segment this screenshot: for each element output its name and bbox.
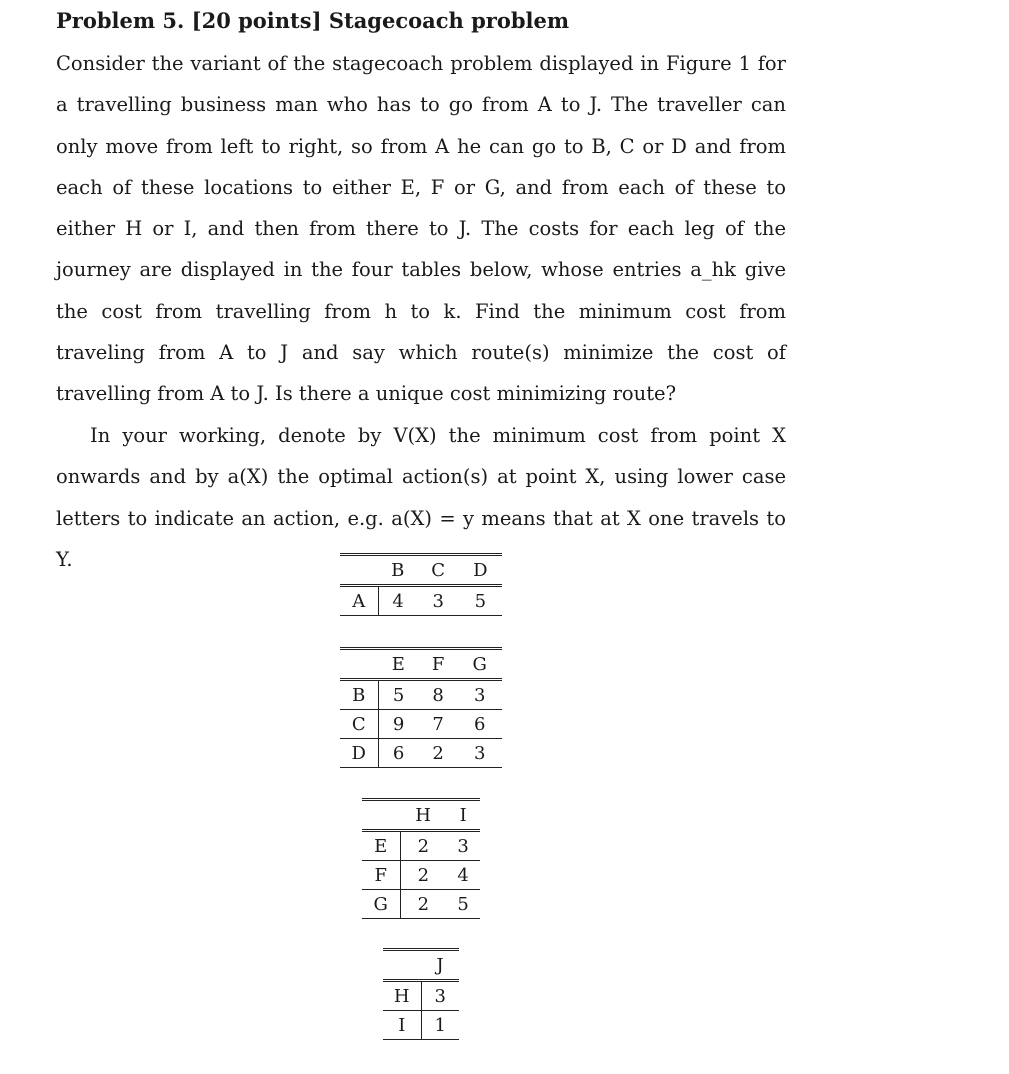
row-header: C xyxy=(340,710,378,739)
row-header: F xyxy=(362,861,400,890)
cost-cell: 4 xyxy=(446,861,480,890)
col-header: D xyxy=(459,555,502,586)
row-header: B xyxy=(340,680,378,710)
paragraph-2: In your working, denote by V(X) the minimum cost from point X onwards and by a(X) the optimal action(s) at point X, using lower case letters to indicate an action, e.g. a(X) = y means that at X one travels to Y. xyxy=(56,424,786,571)
cost-cell: 9 xyxy=(378,710,419,739)
cost-cell: 4 xyxy=(378,586,418,616)
paragraph-1: Consider the variant of the stagecoach problem displayed in Figure 1 for a travelling business man who has to go from A to J. The traveller can only move from left to right, so from A he can go to B, C or D and from each of these locations to either E, F or G, and from each of these to either H or I, and then from there to J. The costs for each leg of the journey are displayed in the four tables below, whose entries a_hk give the cost from travelling from h to k. Find the minimum cost from traveling from A to J and say which route(s) minimize the cost of travelling from A to J. Is there a unique cost minimizing route? xyxy=(56,52,786,406)
row-header: H xyxy=(383,981,421,1011)
cost-table-efg xyxy=(362,798,480,919)
col-header: J xyxy=(421,950,459,981)
col-header: C xyxy=(418,555,459,586)
col-header: B xyxy=(378,555,418,586)
cost-cell: 3 xyxy=(446,831,480,861)
col-header: I xyxy=(446,800,480,831)
cost-cell: 8 xyxy=(419,680,458,710)
col-header: F xyxy=(419,649,458,680)
cost-cell: 5 xyxy=(446,890,480,919)
col-header: H xyxy=(400,800,446,831)
cost-cell: 7 xyxy=(419,710,458,739)
cost-cell: 3 xyxy=(457,739,502,768)
row-header: A xyxy=(340,586,378,616)
problem-statement xyxy=(56,43,786,415)
cost-cell: 6 xyxy=(457,710,502,739)
cost-table-a xyxy=(340,553,502,616)
corner-cell xyxy=(340,649,378,680)
cost-table-bcd xyxy=(340,647,502,768)
cost-cell: 5 xyxy=(459,586,502,616)
corner-cell xyxy=(362,800,400,831)
corner-cell xyxy=(340,555,378,586)
cost-cell: 1 xyxy=(421,1011,459,1040)
corner-cell xyxy=(383,950,421,981)
cost-cell: 2 xyxy=(400,890,446,919)
cost-cell: 6 xyxy=(378,739,419,768)
cost-cell: 3 xyxy=(418,586,459,616)
cost-cell: 3 xyxy=(421,981,459,1011)
row-header: G xyxy=(362,890,400,919)
cost-cell: 2 xyxy=(400,831,446,861)
cost-cell: 2 xyxy=(400,861,446,890)
row-header: I xyxy=(383,1011,421,1040)
col-header: G xyxy=(457,649,502,680)
cost-cell: 2 xyxy=(419,739,458,768)
cost-cell: 3 xyxy=(457,680,502,710)
row-header: E xyxy=(362,831,400,861)
cost-table-hi xyxy=(383,948,459,1040)
col-header: E xyxy=(378,649,419,680)
row-header: D xyxy=(340,739,378,768)
problem-title: Problem 5. [20 points] Stagecoach problem xyxy=(56,8,570,33)
cost-cell: 5 xyxy=(378,680,419,710)
